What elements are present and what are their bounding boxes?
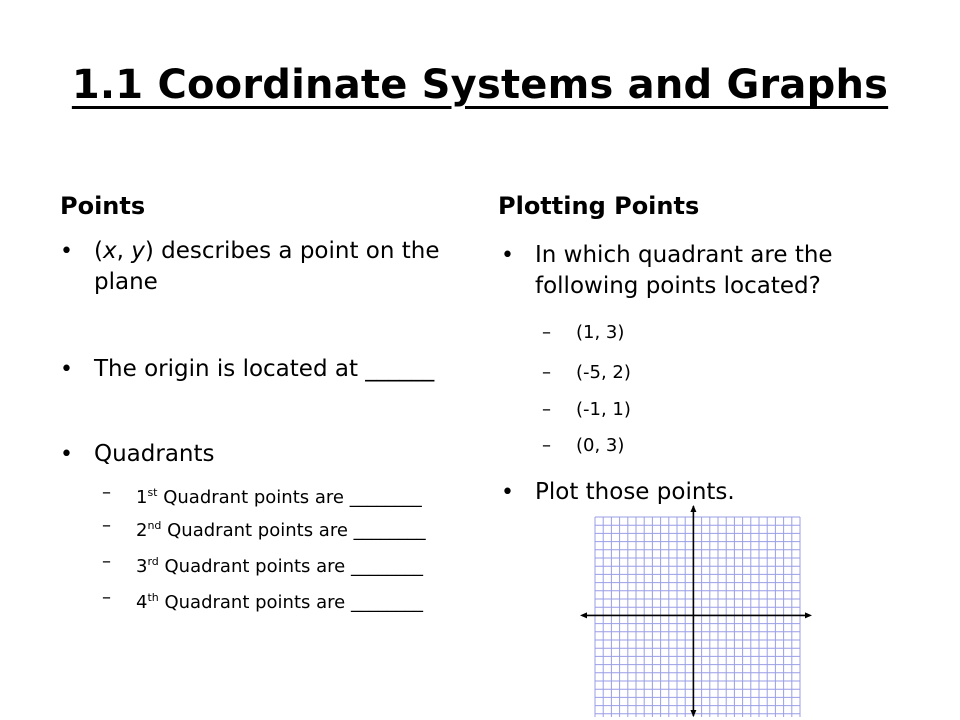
quadrant-1-item: – 1st Quadrant points are ________ [102,482,422,508]
points-heading: Points [60,192,146,220]
plotting-points-heading: Plotting Points [498,192,700,220]
y-axis-up-arrow [690,505,696,512]
quadrant-3-item: – 3rd Quadrant points are ________ [102,551,423,577]
x-axis-right-arrow [805,612,812,618]
quadrant-4-item: – 4th Quadrant points are ________ [102,587,423,613]
x-variable: x [102,238,117,264]
bullet-glyph: • [60,442,73,467]
quadrant-2-item: – 2nd Quadrant points are ________ [102,515,426,541]
bullet-xy-description: • (x, y) describes a point on the plane [60,238,440,295]
x-axis-left-arrow [580,612,587,618]
point-item-3: – (-1, 1) [542,399,631,420]
coordinate-grid-svg[interactable] [580,505,812,717]
bullet-which-quadrant: • In which quadrant are the following points located? [501,242,833,299]
point-item-2: – (-5, 2) [542,362,631,383]
bullet-glyph: • [501,243,514,268]
point-item-1: – (1, 3) [542,322,625,343]
bullet-glyph: • [60,239,73,264]
bullet-quadrants: • Quadrants [94,439,215,470]
bullet-glyph: • [60,357,73,382]
coordinate-grid[interactable] [580,505,812,717]
slide-title: 1.1 Coordinate Systems and Graphs [71,62,889,108]
bullet-glyph: • [501,480,514,505]
bullet-origin: • The origin is located at ______ [94,354,434,385]
bullet-plot-points: • Plot those points. [535,477,735,508]
point-item-4: – (0, 3) [542,435,625,456]
y-variable: y [131,238,145,264]
